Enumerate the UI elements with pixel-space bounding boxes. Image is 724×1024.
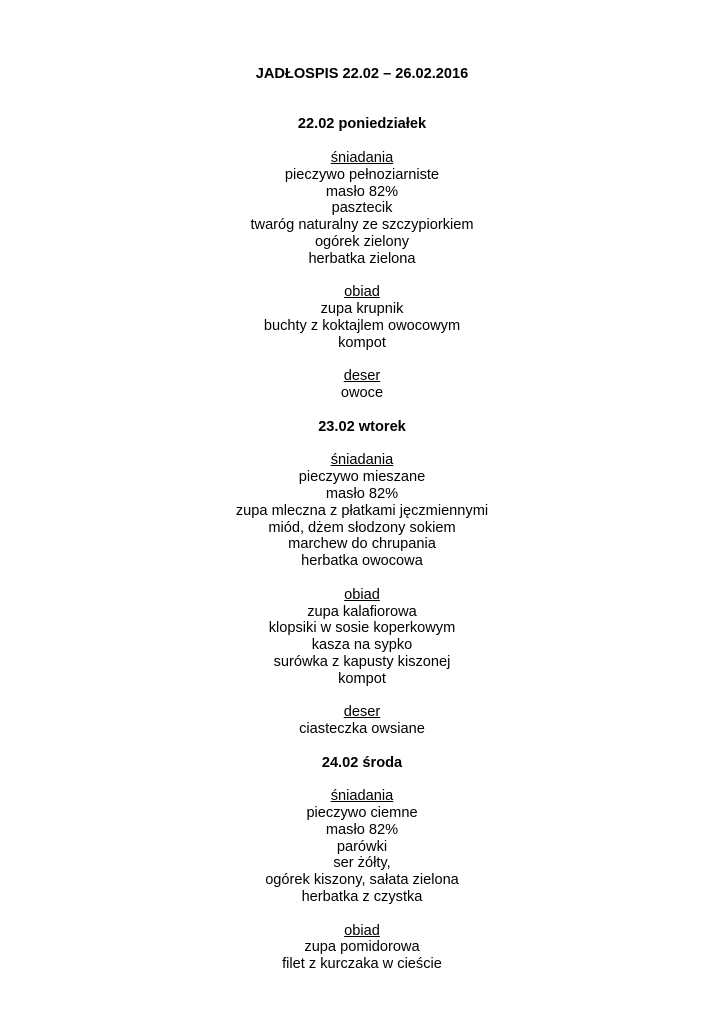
menu-item: ciasteczka owsiane — [299, 721, 425, 738]
spacer — [0, 402, 724, 419]
menu-item: herbatka z czystka — [301, 889, 423, 906]
meal-label-breakfast: śniadania — [330, 788, 394, 805]
menu-item: marchew do chrupania — [288, 536, 436, 553]
menu-item: zupa kalafiorowa — [307, 603, 417, 620]
menu-item: twaróg naturalny ze szczypiorkiem — [250, 217, 474, 234]
menu-item: klopsiki w sosie koperkowym — [268, 620, 456, 637]
menu-item: miód, dżem słodzony sokiem — [268, 519, 456, 536]
spacer — [0, 906, 724, 923]
menu-item: masło 82% — [325, 485, 399, 502]
menu-item: ogórek kiszony, sałata zielona — [265, 872, 459, 889]
meal-label-breakfast: śniadania — [330, 452, 394, 469]
menu-item: kompot — [338, 334, 386, 351]
menu-item: owoce — [340, 385, 384, 402]
meal-label-lunch: obiad — [344, 922, 380, 939]
menu-item: ogórek zielony — [314, 233, 410, 250]
menu-item: surówka z kapusty kiszonej — [273, 653, 451, 670]
menu-item: pieczywo ciemne — [306, 805, 418, 822]
meal-label-lunch: obiad — [344, 284, 380, 301]
day-section-wednesday — [0, 755, 724, 973]
menu-item: herbatka zielona — [308, 250, 416, 267]
menu-item: masło 82% — [325, 821, 399, 838]
menu-item: ser żółty, — [333, 855, 391, 872]
menu-item: herbatka owocowa — [301, 553, 423, 570]
meal-label-breakfast: śniadania — [330, 149, 394, 166]
meal-label-dessert: deser — [343, 368, 381, 385]
document-title: JADŁOSPIS 22.02 – 26.02.2016 — [255, 66, 469, 82]
spacer — [0, 268, 724, 285]
menu-item: filet z kurczaka w cieście — [282, 956, 442, 973]
spacer — [0, 738, 724, 755]
menu-item: kompot — [338, 670, 386, 687]
menu-item: zupa pomidorowa — [304, 939, 420, 956]
menu-item: pasztecik — [331, 200, 393, 217]
spacer — [0, 133, 724, 150]
spacer — [0, 436, 724, 453]
day-section-tuesday — [0, 419, 724, 755]
menu-item: zupa krupnik — [320, 301, 404, 318]
menu-item: pieczywo pełnoziarniste — [284, 166, 440, 183]
menu-item: zupa mleczna z płatkami jęczmiennymi — [235, 502, 489, 519]
spacer — [0, 570, 724, 587]
meal-label-lunch: obiad — [344, 586, 380, 603]
menu-item: pieczywo mieszane — [298, 469, 426, 486]
day-heading: 22.02 poniedziałek — [297, 116, 427, 133]
menu-document — [0, 66, 724, 973]
spacer — [0, 687, 724, 704]
day-heading: 23.02 wtorek — [318, 418, 406, 435]
menu-item: kasza na sypko — [311, 637, 413, 654]
spacer — [0, 100, 724, 117]
menu-item: masło 82% — [325, 183, 399, 200]
spacer — [0, 83, 724, 100]
day-heading: 24.02 środa — [321, 754, 403, 771]
menu-item: parówki — [336, 838, 388, 855]
meal-label-dessert: deser — [343, 704, 381, 721]
day-section-monday — [0, 116, 724, 418]
spacer — [0, 352, 724, 369]
menu-item: buchty z koktajlem owocowym — [263, 317, 461, 334]
spacer — [0, 771, 724, 788]
